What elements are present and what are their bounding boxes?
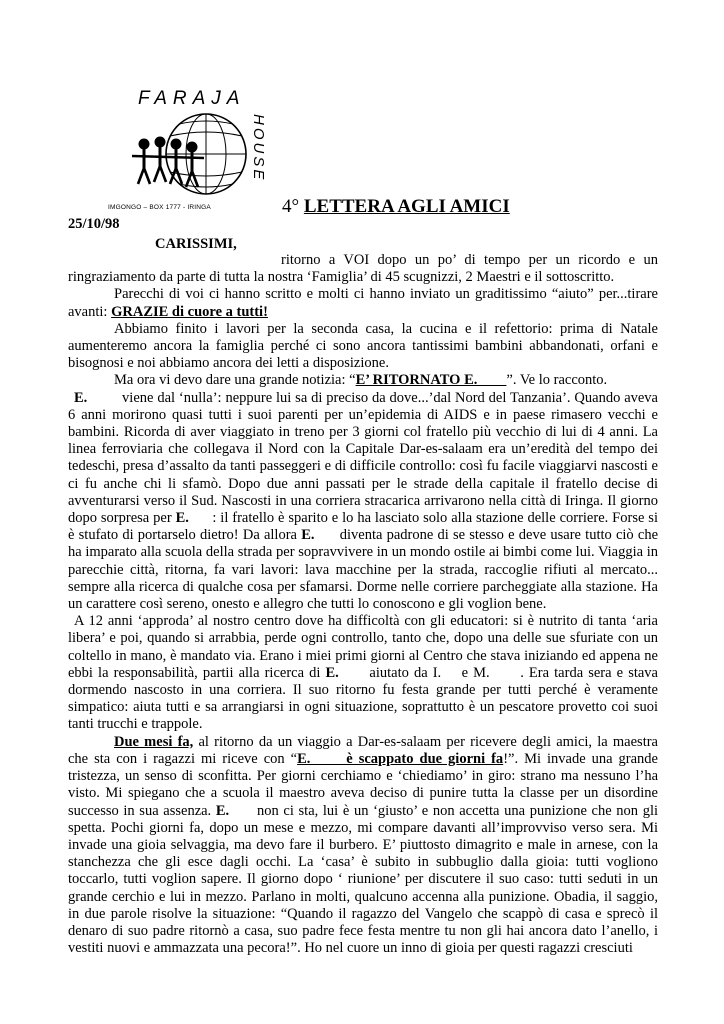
- globe-children-logo-graphic: [108, 84, 268, 209]
- letter-date: 25/10/98: [68, 216, 120, 232]
- paragraph-2: Parecchi di voi ci hanno scritto e molti ci hanno inviato un graditissimo “aiuto” per...tirare avanti: GRAZIE di cuore a tutti!: [68, 286, 658, 320]
- paragraph-7: Due mesi fa, al ritorno da un viaggio a Dar-es-salaam per ricevere degli amici, la maestra che sta con i ragazzi mi riceve con “E. è scappato due giorni fa!”. Mi invade una grande tristezza, un senso di sconfitta. Per giorni cerchiamo e ‘chiediamo’ in giro: strano ma nessuno l’ha visto. Mi spiegano che a scuola il maestro aveva deciso di punire tutta la classe per un disordine successo in sua assenza. E. non ci sta, lui è un ‘giusto’ e non accetta una punizione che non gli spetta. Pochi giorni fa, dopo un mese e mezzo, mi compare davanti all’improvviso verso sera. Mi invade una gioia selvaggia, ma devo fare il burbero. E’ piuttosto dimagrito e male in arnese, con la stanchezza che gli esce dagli occhi. La ‘casa’ è subito in subbuglio dalla gioia: tutti vogliono toccarlo, tutti voglion sapere. Il giorno dopo ‘ riunione’ per discutere il suo caso: tutti seduti in un grande cerchio e lui in mezzo. Parlano in molti, qualcuno accenna alla punizione. Obadia, il saggio, in due parole risolve la situazione: “Quando il ragazzo del Vangelo che scappò di casa e sprecò il denaro di suo padre ritornò a casa, suo padre fece festa mentre tu non gli hai ancora dato l’anello, i vestiti nuovi e ammazzata una pecora!”. Ho nel cuore un inno di gioia per questi ragazzi cresciuti: [68, 733, 662, 957]
- letter-number: 4°: [282, 196, 300, 217]
- logo-word-house: HOUSE: [250, 114, 267, 183]
- letter-title: [282, 196, 510, 218]
- two-months-ago-highlight: Due mesi fa,: [114, 733, 194, 750]
- letter-title-text: LETTERA AGLI AMICI: [303, 196, 510, 217]
- paragraph-6: A 12 anni ‘approda’ al nostro centro dove ha difficoltà con gli educatori: si è nutrito di tanta ‘aria libera’ e poi, quando si arrabbia, perde ogni controllo, tanto che, dopo una delle sue sfuriate con un coltello in mano, è mandato via. Erano i miei primi giorni al Centro che stava iniziando ed appena ne ebbi la responsabilità, partii alla ricerca di E. aiutato da I. e M. . Era tarda sera e stava dormendo nascosto in una corriera. Il suo ritorno fu festa grande per tutti perché è veramente simpatico: aiuta tutti e sa arrangiarsi in ogni situazione, soprattutto è un pescatore provetto coi suoi tanti trucchi e trappole.: [68, 613, 662, 733]
- logo-word-faraja: FARAJA: [138, 88, 246, 109]
- escaped-highlight: E. è scappato due giorni fa: [297, 750, 504, 767]
- news-highlight: E’ RITORNATO E.: [355, 372, 507, 389]
- letter-body: [68, 252, 662, 957]
- paragraph-5: E. viene dal ‘nulla’: neppure lui sa di preciso da dove...’dal Nord del Tanzania’. Quando aveva 6 anni morirono quasi tutti i suoi parenti per un’epidemia di AIDS e in paese rimasero vecchi e bambini. Ricorda di aver viaggiato in treno per 3 giorni col fratello più vecchio di lui di 4 anni. La linea ferroviaria che collegava il Nord con la Capitale Dar-es-salaam era un’eredità del tempo dei tedeschi, presa d’assalto da tanti passeggeri e di difficile controllo: così fu facile viaggiarvi nascosti e ci fu anche chi li sfamò. Dopo due anni passati per le strade della capitale il fratello decise di avventurarsi verso il Sud. Nascosti in una corriera stracarica arrivarono nella città di Iringa. Il giorno dopo sorpresa per E. : il fratello è sparito e lo ha lasciato solo alla stazione delle corriere. Forse si è stufato di portarselo dietro! Da allora E. diventa padrone di se stesso e deve usare tutto ciò che ha imparato alla scuola della strada per sopravvivere in un mondo ostile ai bimbi come lui. Viaggia in parecchie città, ritorna, fa vari lavori: lava macchine per la strada, raccoglie rifiuti al mercato... sempre alla ricerca di qualche cosa per sfamarsi. Dorme nelle corriere parcheggiate alla stazione. Ha un carattere così sereno, onesto e allegro che tutti lo conoscono e gli voglion bene.: [68, 389, 662, 613]
- thanks-highlight: GRAZIE di cuore a tutti!: [111, 303, 268, 320]
- paragraph-1: ritorno a VOI dopo un po’ di tempo per un ricordo e un ringraziamento da parte di tutta la nostra ‘Famiglia’ di 45 scugnizzi, 2 Maestri e il sottoscritto.: [68, 252, 658, 286]
- paragraph-4: Ma ora vi devo dare una grande notizia: “E’ RITORNATO E. ”. Ve lo racconto.: [114, 372, 608, 389]
- faraja-house-logo: [108, 84, 268, 214]
- paragraph-3: Abbiamo finito i lavori per la seconda casa, la cucina e il refettorio: prima di Natale aumenteremo ancora la famiglia perché ci sono ancora tantissimi bambini abbandonati, orfani e bisognosi e noi abbiamo ancora dei letti a disposizione.: [68, 320, 658, 372]
- logo-address-caption: IMGONGO – BOX 1777 - IRINGA: [108, 204, 211, 211]
- salutation: CARISSIMI,: [155, 236, 237, 252]
